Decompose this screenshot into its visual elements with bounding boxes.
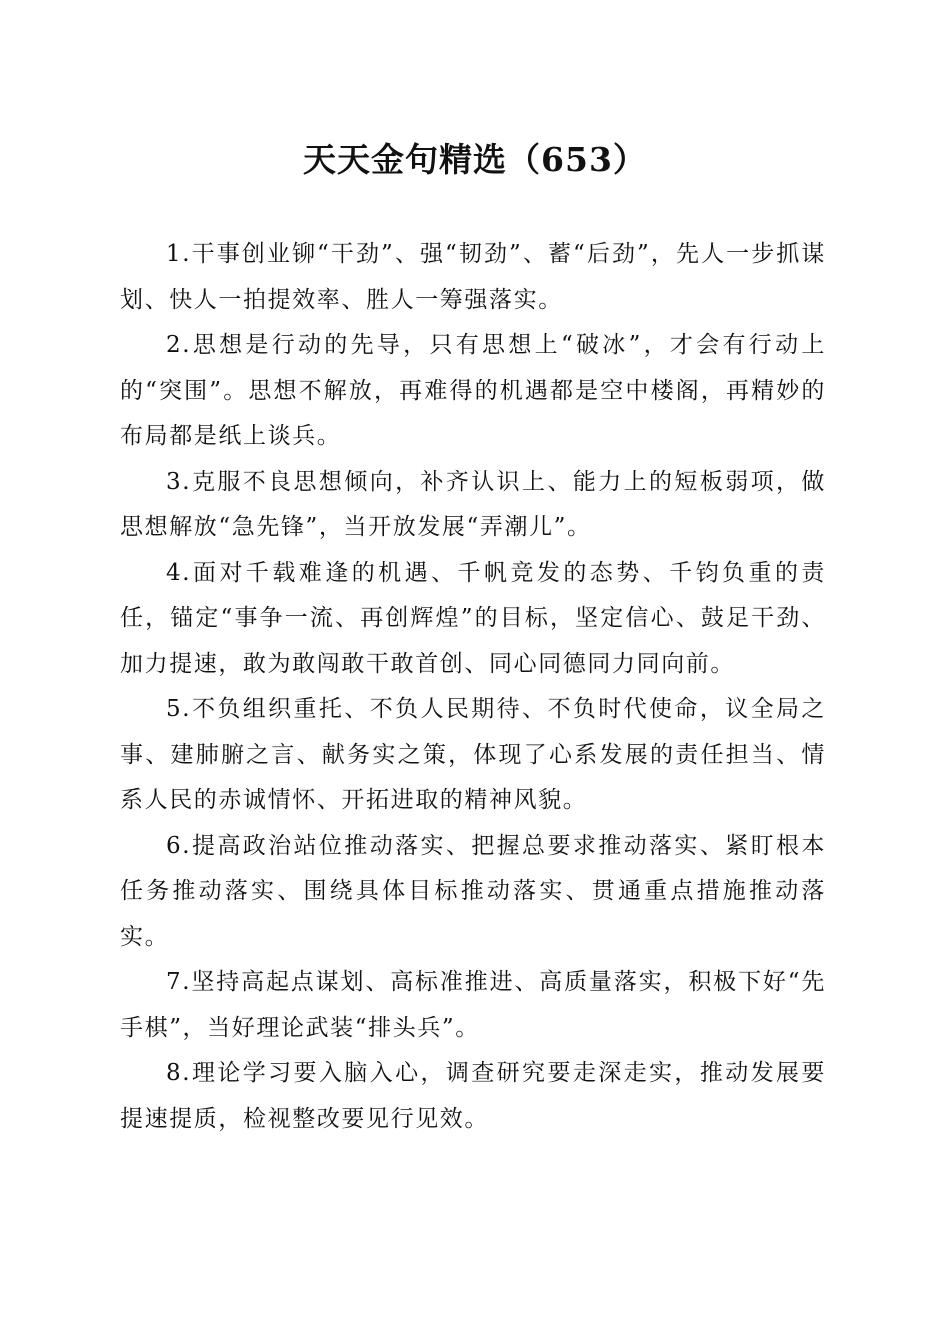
quote-paragraph-6: 6.提高政治站位推动落实、把握总要求推动落实、紧盯根本任务推动落实、围绕具体目标推动落实、贯通重点措施推动落实。 (120, 832, 826, 950)
quote-paragraph-4: 4.面对千载难逢的机遇、千帆竞发的态势、千钧负重的责任，锚定“事争一流、再创辉煌”的目标，坚定信心、鼓足干劲、加力提速，敢为敢闯敢干敢首创、同心同德同力同向前。 (120, 559, 826, 677)
document-body (120, 232, 826, 1142)
quote-paragraph-7: 7.坚持高起点谋划、高标准推进、高质量落实，积极下好“先手棋”，当好理论武装“排头兵”。 (120, 969, 826, 1041)
quote-paragraph-2: 2.思想是行动的先导，只有思想上“破冰”，才会有行动上的“突围”。思想不解放，再难得的机遇都是空中楼阁，再精妙的布局都是纸上谈兵。 (120, 332, 826, 449)
quote-paragraph-1: 1.干事创业铆“干劲”、强“韧劲”、蓄“后劲”，先人一步抓谋划、快人一拍提效率、胜人一筹强落实。 (120, 241, 826, 313)
quote-paragraph-3: 3.克服不良思想倾向，补齐认识上、能力上的短板弱项，做思想解放“急先锋”，当开放发展“弄潮儿”。 (120, 468, 826, 540)
quote-paragraph-8: 8.理论学习要入脑入心，调查研究要走深走实，推动发展要提速提质，检视整改要见行见效。 (120, 1060, 826, 1132)
document-title: 天天金句精选（653） (303, 140, 647, 179)
quote-paragraph-5: 5.不负组织重托、不负人民期待、不负时代使命，议全局之事、建肺腑之言、献务实之策，体现了心系发展的责任担当、情系人民的赤诚情怀、开拓进取的精神风貌。 (120, 696, 826, 813)
